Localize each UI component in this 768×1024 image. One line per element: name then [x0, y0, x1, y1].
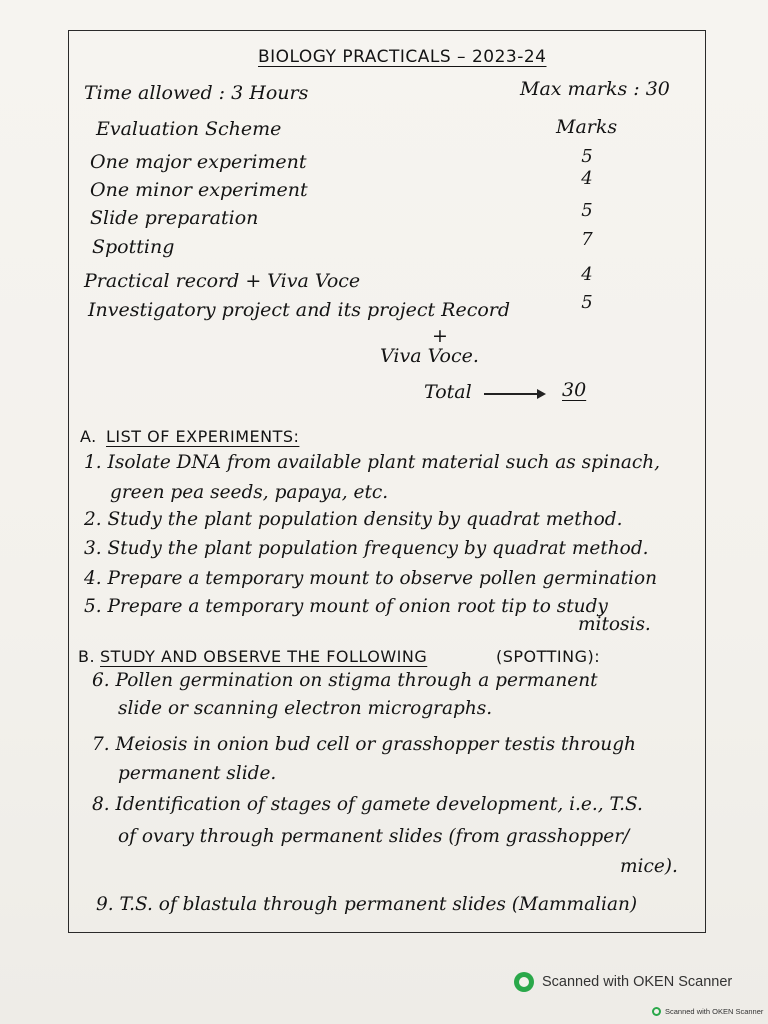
section-b-heading: STUDY AND OBSERVE THE FOLLOWING	[100, 647, 428, 666]
scheme-label: Investigatory project and its project Record	[88, 299, 511, 321]
total-label: Total	[424, 381, 472, 403]
spotting-item: 6. Pollen germination on stigma through a permanent	[92, 670, 598, 691]
scanner-text-small: Scanned with OKEN Scanner	[665, 1007, 764, 1016]
section-b-letter: B.	[78, 647, 96, 666]
viva-voce: Viva Voce.	[380, 345, 479, 367]
scheme-marks: 5	[581, 146, 593, 167]
scheme-marks: 4	[581, 168, 593, 189]
experiment-item: 3. Study the plant population frequency by quadrat method.	[84, 538, 649, 559]
scheme-marks: 5	[581, 292, 593, 313]
spotting-item-cont: slide or scanning electron micrographs.	[118, 698, 493, 719]
scheme-label: One major experiment	[90, 151, 307, 173]
experiment-item: 5. Prepare a temporary mount of onion root tip to study	[84, 596, 608, 617]
scanner-watermark	[514, 972, 732, 992]
spotting-item: 9. T.S. of blastula through permanent slides (Mammalian)	[96, 894, 638, 915]
experiment-item-cont: green pea seeds, papaya, etc.	[110, 482, 389, 503]
scheme-marks: 5	[581, 200, 593, 221]
evaluation-heading: Evaluation Scheme	[96, 118, 282, 140]
plus-sign: +	[432, 325, 448, 347]
arrow-icon	[484, 393, 544, 395]
scanner-watermark-small	[652, 1007, 763, 1016]
scanner-logo-icon	[514, 972, 534, 992]
section-a-heading: LIST OF EXPERIMENTS:	[106, 427, 300, 446]
scheme-label: Spotting	[92, 236, 175, 258]
experiment-item: 4. Prepare a temporary mount to observe pollen germination	[84, 568, 658, 589]
spotting-item-cont: of ovary through permanent slides (from grasshopper/	[118, 826, 630, 847]
spotting-item-cont: mice).	[620, 856, 678, 877]
experiment-item: 1. Isolate DNA from available plant material such as spinach,	[84, 452, 661, 473]
scheme-label: Practical record + Viva Voce	[84, 270, 361, 292]
scheme-label: Slide preparation	[90, 207, 259, 229]
section-a-letter: A.	[80, 427, 97, 446]
total-value: 30	[562, 379, 587, 401]
scheme-marks: 4	[581, 264, 593, 285]
scheme-label: One minor experiment	[90, 179, 308, 201]
scanner-text: Scanned with OKEN Scanner	[542, 974, 733, 990]
scheme-marks: 7	[581, 229, 593, 250]
time-allowed: Time allowed : 3 Hours	[84, 82, 309, 104]
experiment-item-cont: mitosis.	[578, 614, 651, 635]
marks-heading: Marks	[556, 116, 618, 138]
page-title: BIOLOGY PRACTICALS – 2023-24	[258, 47, 547, 67]
spotting-item: 7. Meiosis in onion bud cell or grasshopper testis through	[92, 734, 636, 755]
spotting-item-cont: permanent slide.	[118, 763, 277, 784]
experiment-item: 2. Study the plant population density by quadrat method.	[84, 509, 623, 530]
max-marks: Max marks : 30	[520, 78, 670, 100]
section-b-heading-suffix: (SPOTTING):	[496, 647, 601, 666]
spotting-item: 8. Identification of stages of gamete development, i.e., T.S.	[92, 794, 643, 815]
scanner-logo-icon	[652, 1007, 661, 1016]
